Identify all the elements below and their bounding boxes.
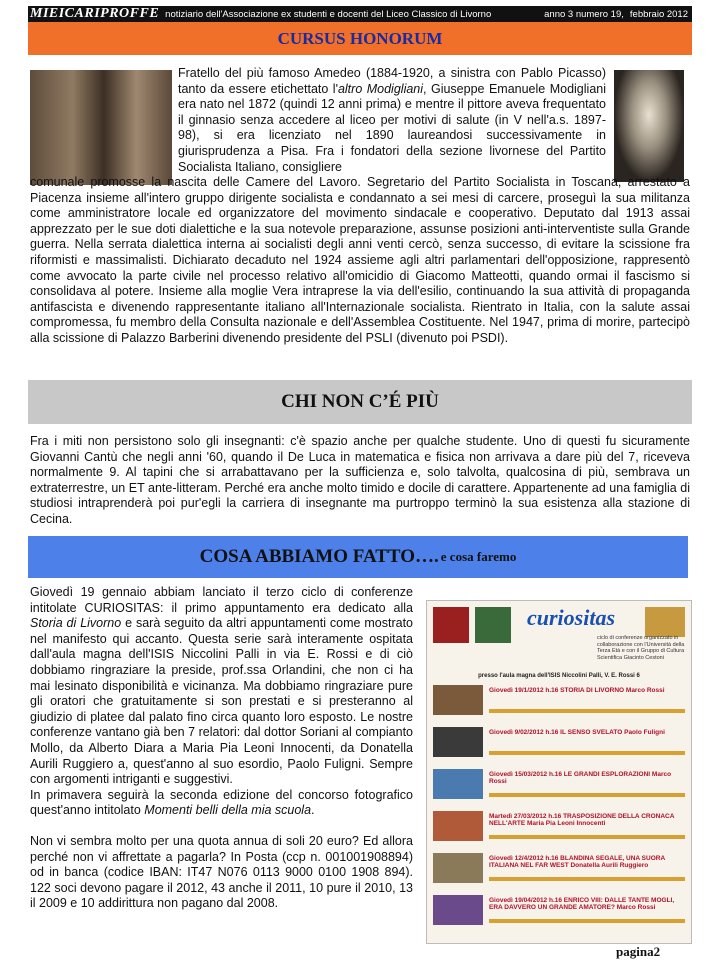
activities-article — [30, 585, 413, 912]
poster-event-bar — [489, 709, 685, 713]
poster-event-image — [433, 811, 483, 841]
poster-event-image — [433, 685, 483, 715]
poster-event-image — [433, 769, 483, 799]
memorial-article: Fra i miti non persistono solo gli insegnanti: c'è spazio anche per qualche studente. Uno di questi fu sicuramente Giovanni Cantù che negli anni '60, quando il De Luca in matematica e fisica non arrivava a dare più del 7, riceveva normalmente 9. Al tapini che si arrabattavano per la sufficienza e, solo talvolta, qualcosina di più, sembrava un extraterrestre, un ET ante-litteram. Perché era anche molto timido e docile di carattere. Appartenente ad una famiglia di studiosi intraprenderà poi pur'egli la carriera di insegnante ma purtroppo terminò la sua esistenza alla stazione di Cecina. — [30, 434, 690, 526]
photo-modigliani-picasso — [30, 70, 172, 185]
school-logo — [475, 607, 511, 643]
issue-date: febbraio 2012 — [629, 8, 688, 20]
poster-event-row — [433, 769, 685, 799]
poster-event-row — [433, 685, 685, 715]
partner-logo — [645, 607, 685, 637]
photo-giuseppe-modigliani — [614, 70, 684, 182]
activities-para-2: In primavera seguirà la seconda edizione del concorso fotografico quest'anno intitolato Momenti belli della mia scuola. — [30, 787, 413, 818]
poster-event-label: Giovedì 19/1/2012 h.16 STORIA DI LIVORNO Marco Rossi — [489, 687, 665, 694]
curiositas-poster — [426, 600, 692, 944]
association-logo — [433, 607, 469, 643]
issue-number: anno 3 numero 19, — [544, 8, 624, 20]
activities-para-1: Giovedì 19 gennaio abbiam lanciato il terzo ciclo di conferenze intitolate CURIOSITAS: il primo appuntamento era dedicato alla Storia di Livorno e sarà seguito da altri appuntamenti come mostrato nel manifesto qui accanto. Questa serie sarà interamente ospitata dall'aula magna dell'ISIS Niccolini Palli in via E. Rossi e di ciò dobbiamo ringraziare la preside, prof.ssa Orlandini, che non ci ha mai lesinato disponibilità e vicinanza. Ma dobbiamo ringraziare pure gli oratori che gratuitamente si son prestati e si presteranno al giudizio di platee dal palato fino circa quanto loro esposto. Le nostre conferenze vantano già ben 7 relatori: dal dottor Soriani al compianto Mollo, da Alberto Diara a Maria Pia Leoni Innocenti, da Donatella Aurili Ruggiero a, quest'anno al suo esordio, Paolo Fuligni. Sempre con argomenti intriganti e suggestivi. — [30, 585, 414, 787]
poster-event-bar — [489, 877, 685, 881]
poster-venue: presso l'aula magna dell'ISIS Niccolini Palli, V. E. Rossi 6 — [478, 673, 640, 679]
poster-event-label: Giovedì 15/03/2012 h.16 LE GRANDI ESPLORAZIONI Marco Rossi — [489, 771, 672, 785]
poster-event-row — [433, 727, 685, 757]
poster-event-bar — [489, 835, 685, 839]
poster-event-label: Martedì 27/03/2012 h.16 TRASPOSIZIONE DELLA CRONACA NELL'ARTE Maria Pia Leoni Innocenti — [489, 813, 675, 827]
poster-event-bar — [489, 793, 685, 797]
poster-event-label: Giovedì 12/4/2012 h.16 BLANDINA SEGALE, UNA SUORA ITALIANA NEL FAR WEST Donatella Aurili Ruggiero — [489, 855, 665, 869]
page-number: pagina2 — [616, 944, 661, 959]
poster-subtitle: ciclo di conferenze organizzato in collaborazione con l'Università della Terza Età e con il Gruppo di Cultura Scientifica Giacinto Cestoni — [597, 635, 685, 661]
poster-event-row — [433, 895, 685, 925]
newsletter-tagline: notiziario dell'Associazione ex studenti e docenti del Liceo Classico di Livorno — [165, 8, 492, 20]
poster-event-image — [433, 853, 483, 883]
poster-event-row — [433, 811, 685, 841]
newsletter-brand: MIEICARIPROFFE — [30, 6, 160, 21]
article-intro: Fratello del più famoso Amedeo (1884-1920, a sinistra con Pablo Picasso) tanto da essere etichettato l'altro Modigliani, Giuseppe Emanuele Modigliani era nato nel 1872 (quindi 12 anni prima) e mentre il pittore aveva frequentato il ginnasio senza accedere al liceo per motivi di salute (in V nell'a.s. 1897-98), si era licenziato nel 1890 laureandosi successivamente in giurisprudenza a Pisa. Fra i fondatori della sezione livornese del Partito Socialista Italiano, consigliere — [178, 66, 606, 174]
poster-event-image — [433, 727, 483, 757]
poster-event-label: Giovedì 9/02/2012 h.16 IL SENSO SVELATO Paolo Fuligni — [489, 729, 665, 736]
article-body: comunale promosse la nascita delle Camere del Lavoro. Segretario del Partito Socialista in Toscana, arrestato a Piacenza insieme all'intero gruppo dirigente socialista e condannato a sei mesi di carcere, proseguì la sua militanza come amministratore locale ed organizzatore del movimento sindacale e cooperativo. Deputato dal 1913 assai apprezzato per le sue doti dialettiche e la sua notevole preparazione, assunse posizioni anti-interventiste sulla Grande guerra. Nella serrata dialettica interna ai socialisti degli anni venti cercò, senza successo, di evitare la scissione fra riformisti e massimalisti. Dichiarato decaduto nel 1924 assieme agli altri parlamentari dell'opposizione, rappresentò come avvocato la parte civile nel processo relativo all'omicidio di Giacomo Matteotti, quando ormai il fascismo si consolidava al potere. Insieme alla moglie Vera intraprese la via dell'esilio, continuando la sua attività di propaganda antifascista e divenendo rappresentante italiano all'Internazionale socialista. Rientrato in Italia, con la salute assai compromessa, fu membro della Consulta nazionale e dell'Assemblea Costituente. Nel 1947, prima di morire, partecipò alla scissione di Palazzo Barberini divenendo presidente del PSLI (divenuto poi PSDI). — [30, 175, 690, 345]
poster-event-bar — [489, 919, 685, 923]
section-title-cursus-honorum: CURSUS HONORUM — [28, 22, 692, 55]
section-title-cosa-abbiamo-fatto: COSA ABBIAMO FATTO…. e cosa faremo — [28, 536, 688, 578]
poster-event-image — [433, 895, 483, 925]
poster-event-label: Giovedì 19/04/2012 h.16 ENRICO VIII: DALLE TANTE MOGLI, ERA DAVVERO UN GRANDE AMATORE? Marco Rossi — [489, 897, 675, 911]
poster-title: curiositas — [527, 605, 616, 630]
activities-para-3: Non vi sembra molto per una quota annua di soli 20 euro? Ed allora perché non vi affrettate a pagarla? In Posta (ccp n. 001001908894) od in banca (codice IBAN: IT47 N076 0113 9000 0100 1908 894). 122 soci devono pagare il 2012, 43 anche il 2011, 10 pure il 2010, 13 il 2009 e 10 addirittura non pagano dal 2008. — [30, 833, 413, 911]
poster-event-bar — [489, 751, 685, 755]
section-title-chi-non-ce-piu: CHI NON C’É PIÙ — [28, 380, 692, 424]
poster-event-row — [433, 853, 685, 883]
masthead — [28, 6, 692, 22]
